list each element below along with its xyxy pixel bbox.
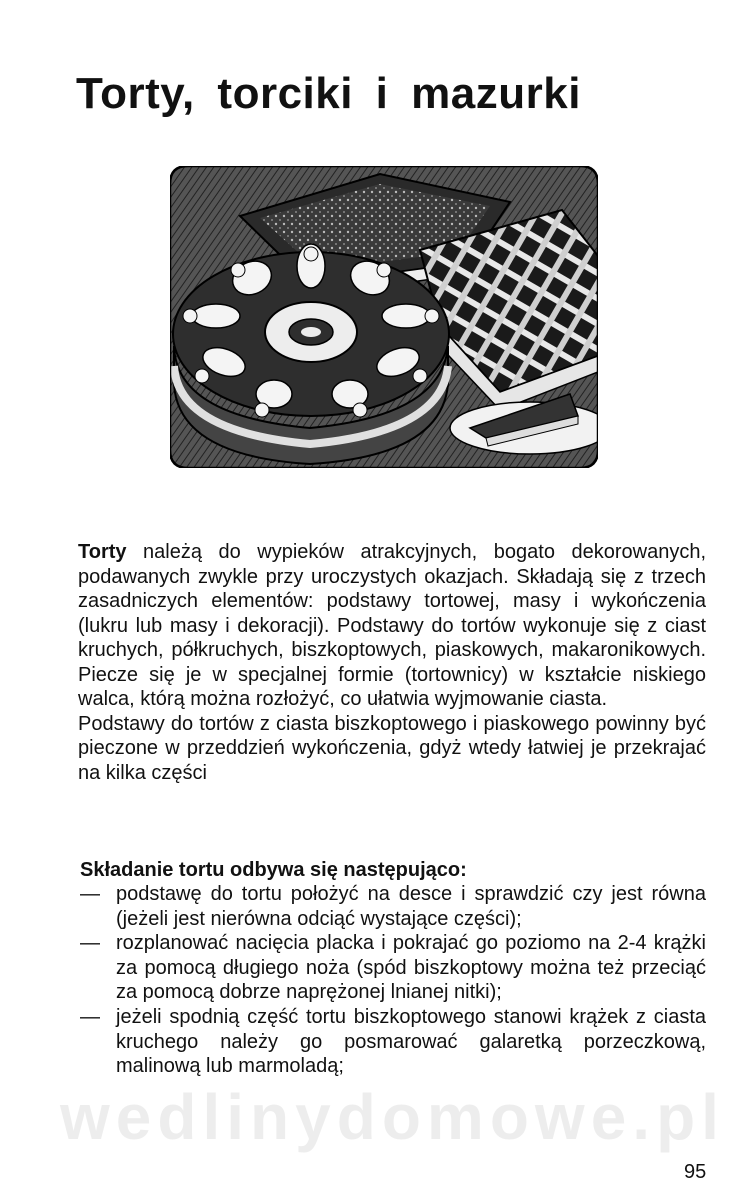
- dash-bullet: —: [80, 883, 100, 905]
- steps-list: [80, 882, 706, 1079]
- page-title: Torty, torciki i mazurki: [76, 69, 581, 118]
- step-text: rozplanować nacięcia placka i pokrajać go poziomo na 2-4 krążki za pomocą długiego noża (spód biszkoptowy można też przeciąć za pomocą dobrze naprężonej lnianej nitki);: [116, 932, 706, 1004]
- watermark: wedlinydomowe.pl: [60, 1081, 725, 1153]
- step-text: podstawę do tortu położyć na desce i sprawdzić czy jest równa (jeżeli jest nierówna odciąć wystające części);: [116, 883, 706, 930]
- intro-lead-word: Torty: [78, 541, 127, 563]
- intro-paragraph: [78, 540, 706, 712]
- list-item: [80, 931, 706, 1005]
- intro-text-block: [78, 540, 706, 785]
- list-item: [80, 1005, 706, 1079]
- dash-bullet: —: [80, 1005, 100, 1028]
- section-subheading: Składanie tortu odbywa się następująco:: [80, 859, 467, 881]
- intro-paragraph-text: należą do wypieków atrakcyjnych, bogato dekorowanych, podawanych zwykle przy uroczystych okazjach. Składają się z trzech zasadniczych elementów: podstawy tortowej, masy i wykończenia (lukru lub masy i dekoracji). Podstawy do tortów wykonuje się z ciast kruchych, półkruchych, biszkoptowych, piaskowych, makaronikowych. Piecze się je w specjalnej formie (tortownicy) w kształcie niskiego walca, którą można rozłożyć, co ułatwia wyjmowanie ciasta.: [78, 541, 706, 710]
- dash-bullet: —: [80, 932, 100, 955]
- list-item: [80, 882, 706, 931]
- page-number: 95: [684, 1161, 707, 1183]
- second-paragraph: Podstawy do tortów z ciasta biszkoptowego i piaskowego powinny być pieczone w przeddzień wykończenia, gdyż wtedy łatwiej je przekrajać na kilka części: [78, 712, 706, 784]
- step-text: jeżeli spodnią część tortu biszkoptowego stanowi krążek z ciasta kruchego należy go posmarować galaretką porzeczkową, malinową lub marmoladą;: [116, 1005, 706, 1078]
- cake-illustration-icon: [170, 166, 598, 468]
